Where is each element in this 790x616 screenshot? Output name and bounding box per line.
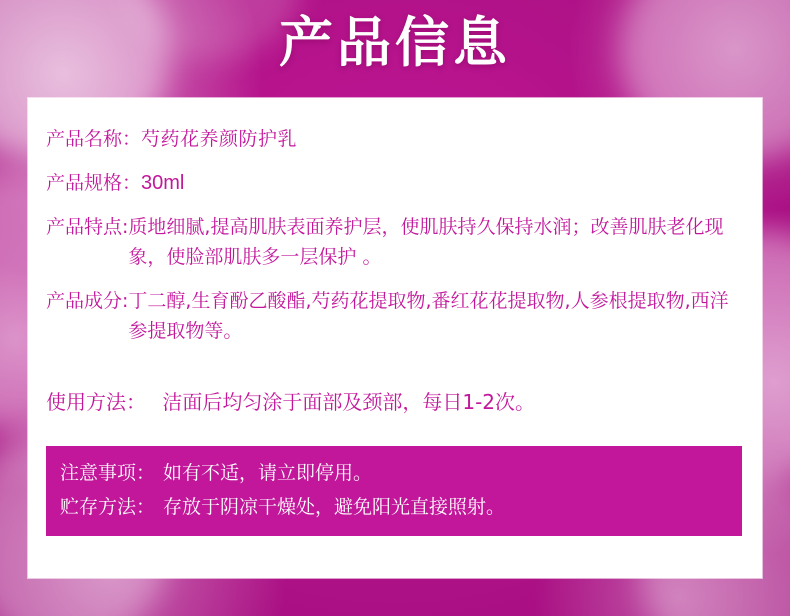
usage-value: 洁面后均匀涂于面部及颈部，每日1-2次。	[162, 390, 536, 414]
page-title: 产品信息	[279, 11, 511, 74]
spec-row-product-size	[46, 168, 746, 198]
spec-value-product-size: 30ml	[141, 172, 185, 194]
spec-row-product-name	[46, 124, 746, 154]
notice-box	[46, 446, 742, 536]
banner-title	[0, 8, 790, 78]
notice-row-caution	[46, 456, 742, 490]
notice-label-storage: 贮存方法：	[60, 496, 156, 518]
notice-row-storage	[46, 490, 742, 524]
notice-label-caution: 注意事项：	[60, 462, 156, 484]
usage-label: 使用方法：	[46, 390, 146, 414]
notice-value-caution: 如有不适，请立即停用。	[163, 462, 373, 484]
spec-list	[46, 124, 746, 360]
spec-row-product-ingredients	[46, 286, 746, 346]
usage-instructions	[46, 386, 535, 418]
notice-value-storage: 存放于阴凉干燥处，避免阳光直接照射。	[163, 496, 506, 518]
spec-label-product-features: 产品特点:	[46, 216, 129, 238]
spec-label-product-ingredients: 产品成分:	[46, 290, 129, 312]
spec-value-product-features: 质地细腻,提高肌肤表面养护层，使肌肤持久保持水润；改善肌肤老化现象，使脸部肌肤多一层保护 。	[128, 216, 724, 268]
spec-value-product-name: 芍药花养颜防护乳	[141, 128, 298, 150]
spec-label-product-size: 产品规格：	[46, 172, 142, 194]
spec-row-product-features	[46, 212, 746, 272]
spec-label-product-name: 产品名称：	[46, 128, 142, 150]
info-card	[28, 98, 762, 578]
spec-value-product-ingredients: 丁二醇,生育酚乙酸酯,芍药花提取物,番红花花提取物,人参根提取物,西洋参提取物等。	[128, 290, 729, 342]
